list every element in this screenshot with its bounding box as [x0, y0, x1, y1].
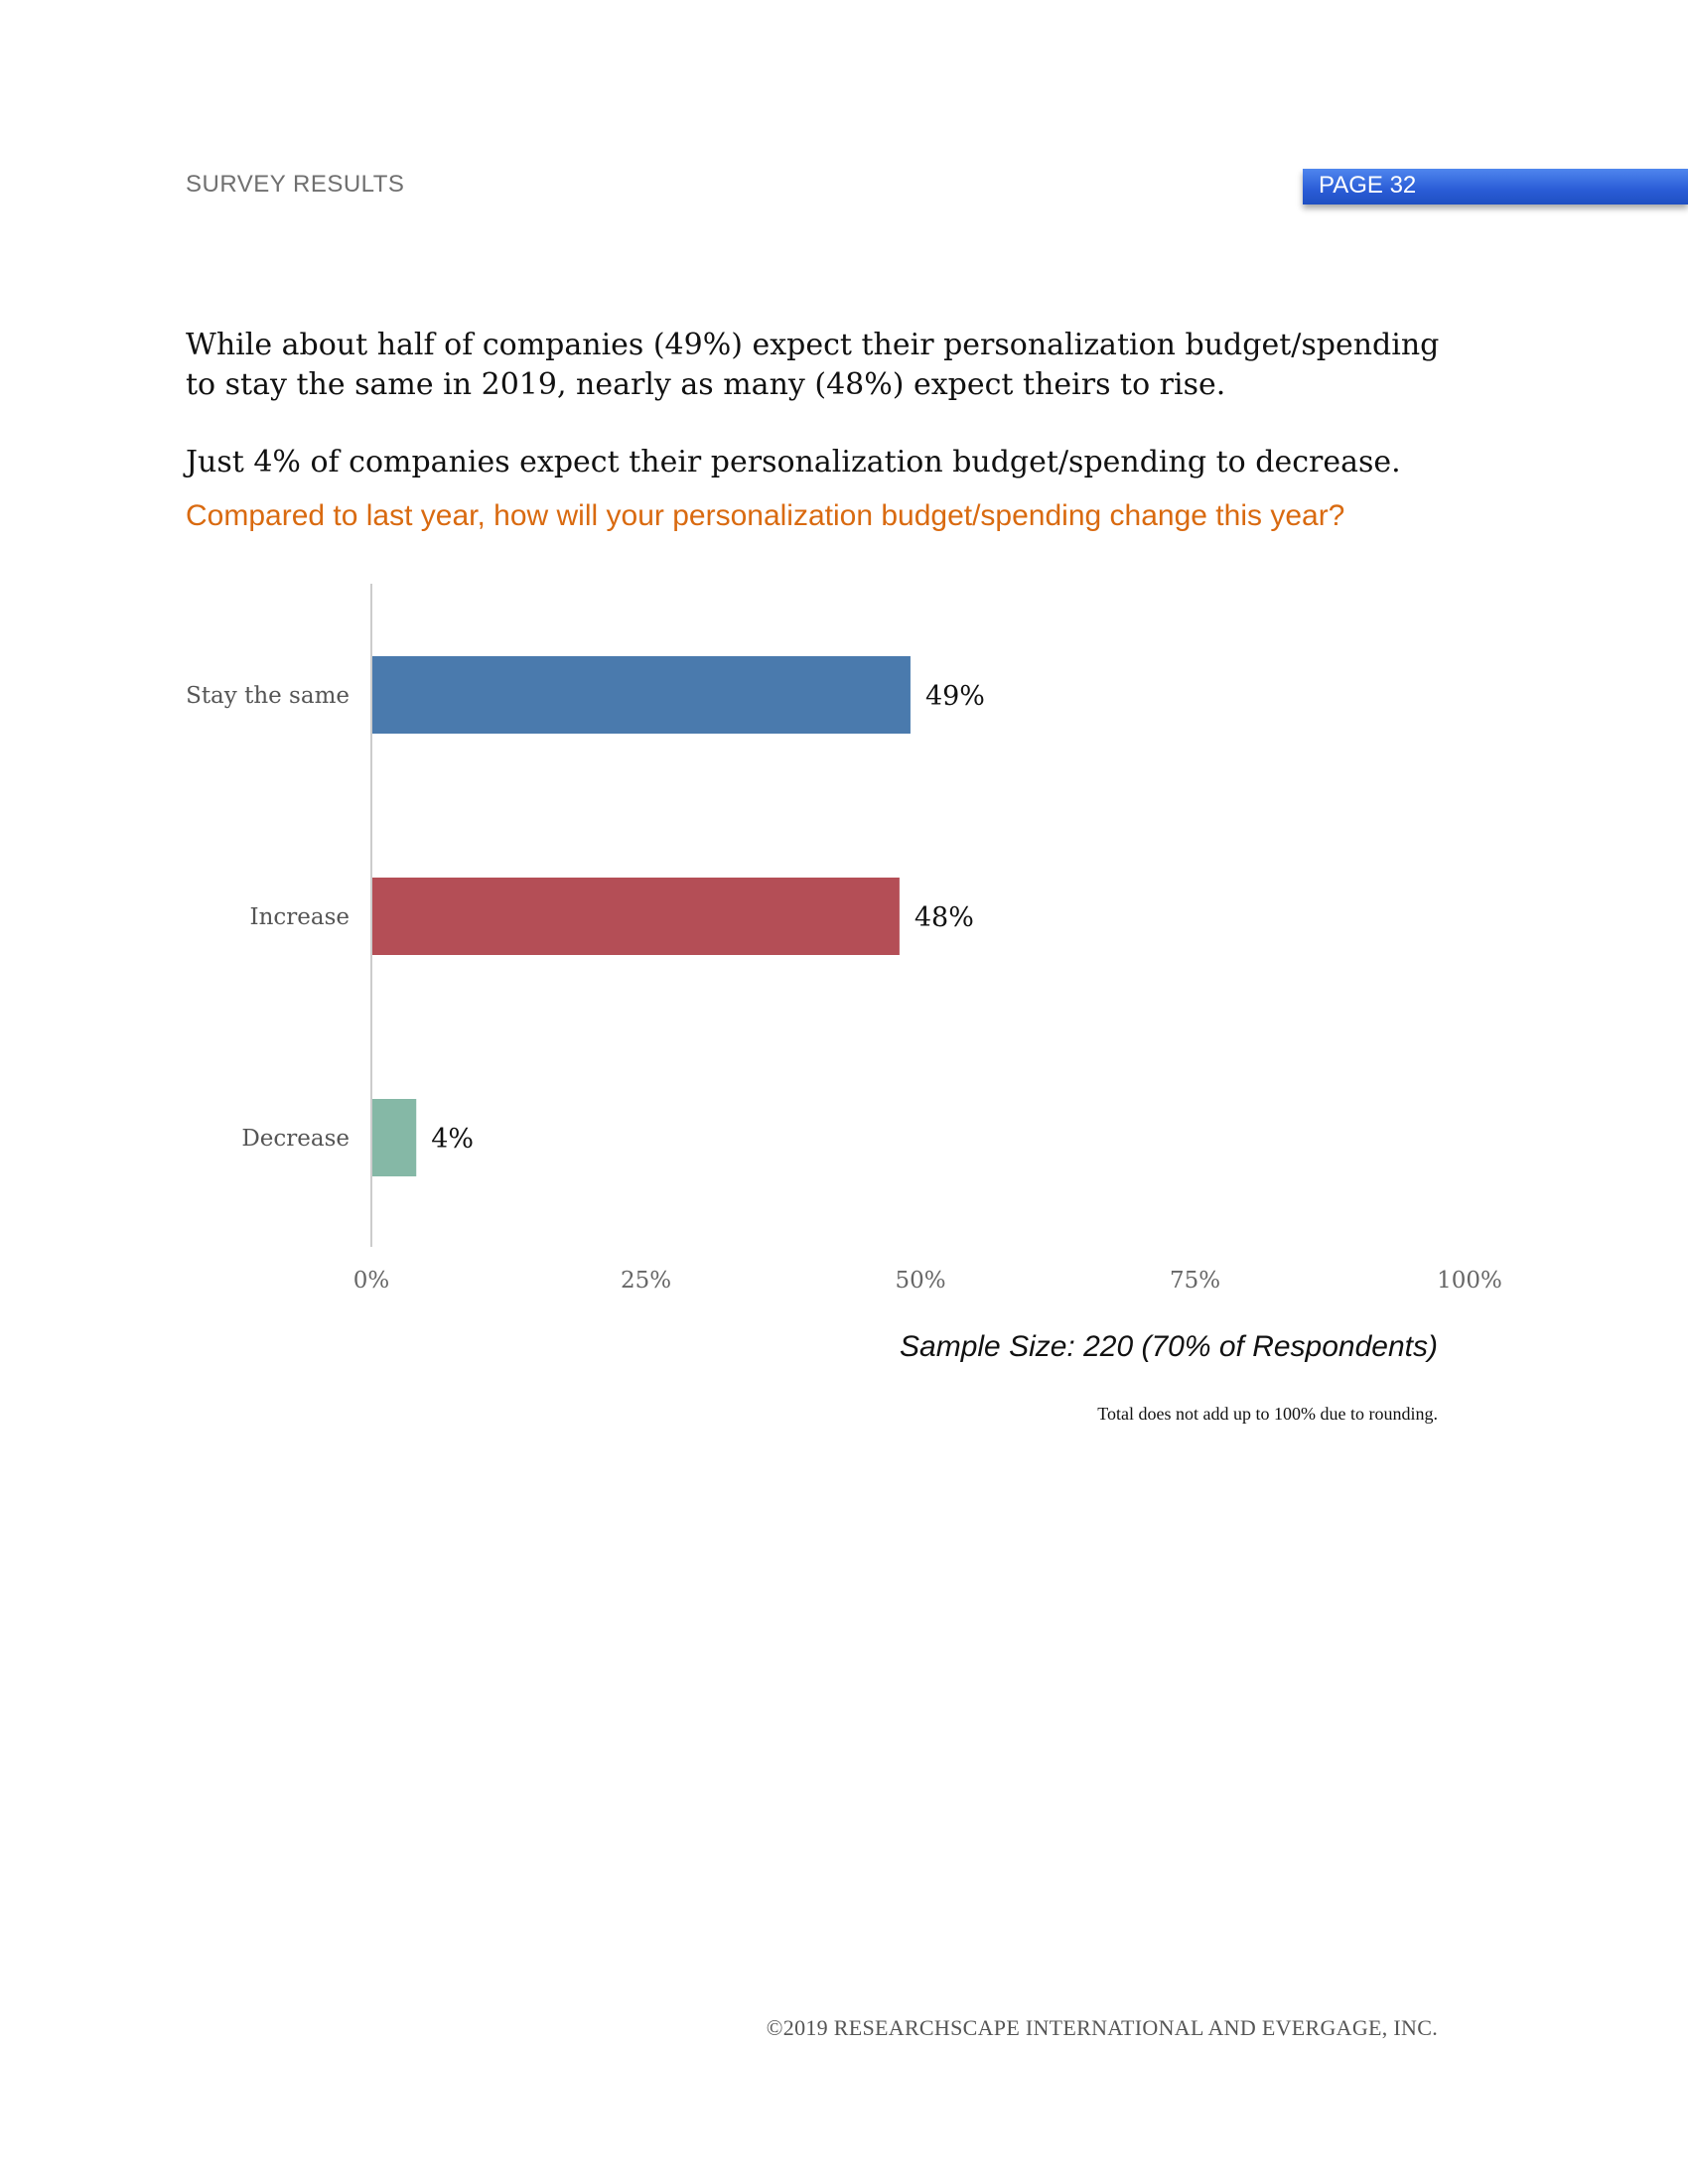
page-number-badge: PAGE 32	[1303, 169, 1688, 205]
survey-question: Compared to last year, how will your personalization budget/spending change this year?	[186, 499, 1345, 532]
section-label: SURVEY RESULTS	[186, 171, 405, 198]
sample-size-note: Sample Size: 220 (70% of Respondents)	[900, 1330, 1438, 1363]
copyright-footer: ©2019 RESEARCHSCAPE INTERNATIONAL AND EVERGAGE, INC.	[766, 2015, 1438, 2040]
rounding-note: Total does not add up to 100% due to rounding.	[1097, 1404, 1438, 1424]
bar-increase	[372, 878, 900, 955]
category-label: Decrease	[241, 1126, 350, 1152]
bar-decrease	[372, 1099, 416, 1176]
x-tick-label: 75%	[1169, 1268, 1221, 1294]
category-label: Stay the same	[186, 683, 350, 709]
decrease-paragraph: Just 4% of companies expect their personalization budget/spending to decrease.	[186, 445, 1401, 479]
bar-stay-the-same	[372, 656, 911, 734]
x-tick-label: 100%	[1437, 1268, 1502, 1294]
data-label: 4%	[431, 1124, 475, 1155]
data-label: 49%	[924, 681, 985, 712]
x-tick-label: 25%	[620, 1268, 672, 1294]
summary-paragraph: While about half of companies (49%) expect their personalization budget/spending to stay the same in 2019, nearly as many (48%) expect theirs to rise.	[186, 328, 1440, 402]
category-label: Increase	[249, 904, 350, 930]
data-label: 48%	[914, 902, 974, 933]
x-tick-label: 0%	[352, 1268, 390, 1294]
x-tick-label: 50%	[895, 1268, 946, 1294]
